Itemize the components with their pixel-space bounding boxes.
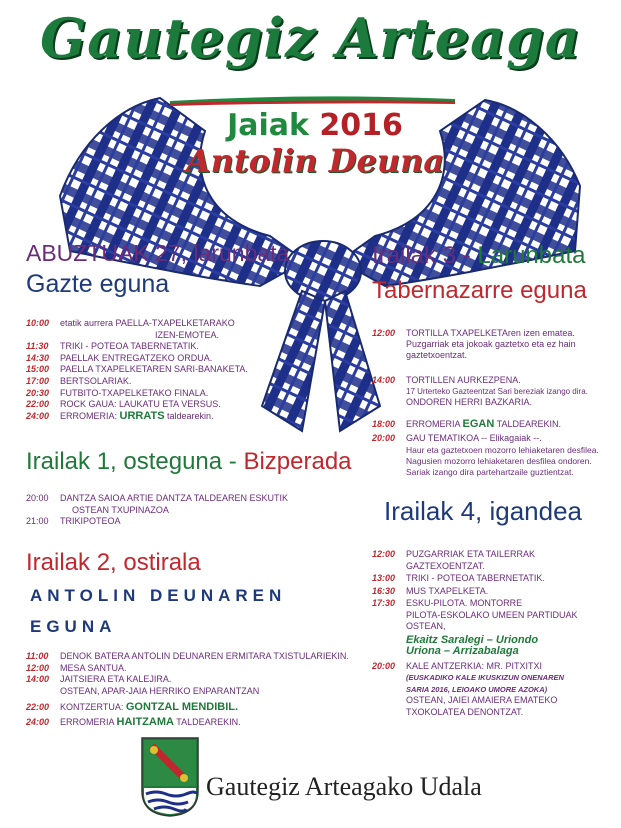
festival-year <box>150 108 480 143</box>
event-time: 12:00 <box>372 549 396 559</box>
event-row <box>372 397 532 409</box>
event-text: TXOKOLATEA DENONTZAT. <box>406 706 524 717</box>
event-time: 17:00 <box>26 376 50 386</box>
event-text: IZEN-EMOTEA. <box>155 329 220 340</box>
event-text: KALE ANTZERKIA: MR. PITXITXI <box>406 660 543 671</box>
event-row <box>372 672 564 684</box>
event-row <box>372 707 523 719</box>
event-text: FUTBITO-TXAPELKETAKO FINALA. <box>60 387 209 398</box>
event-time: 20:00 <box>372 433 396 444</box>
event-text: KONTZERTUA: <box>60 702 126 712</box>
event-row <box>372 646 519 658</box>
event-row <box>372 573 545 585</box>
event-performer: HAITZAMA <box>116 715 174 728</box>
event-time: 10:00 <box>26 318 50 328</box>
event-text: SARIA 2016, LEIOAKO UMORE AZOKA) <box>406 684 548 694</box>
event-text: OSTEAN, JAIEI AMAIERA EMATEKO <box>406 695 558 705</box>
event-time: 20:30 <box>26 387 50 398</box>
sep1-heading <box>26 448 352 476</box>
event-text: MUS TXAPELKETA. <box>406 585 489 596</box>
poster-subtitle: Antolin Deuna <box>185 142 445 180</box>
event-row <box>26 651 349 663</box>
event-row <box>26 493 288 505</box>
event-row <box>372 456 592 468</box>
sep3-weekday: Larunbata <box>477 242 586 269</box>
event-text: PILOTA-ESKOLAKO UMEEN PARTIDUAK <box>406 609 578 620</box>
event-row <box>26 505 169 517</box>
event-row <box>372 621 446 633</box>
sep2-line1: ANTOLIN DEUNAREN <box>30 586 287 605</box>
poster-title: Gautegiz Arteaga <box>40 6 581 70</box>
event-time: 20:00 <box>372 660 396 671</box>
event-time: 12:00 <box>26 662 50 673</box>
sep3-subheading: Tabernazarre eguna <box>372 277 587 304</box>
event-row <box>26 388 208 400</box>
event-row <box>372 350 467 362</box>
event-text: ESKU-PILOTA. MONTORRE <box>406 598 523 608</box>
event-text: Sariak izango dira partehartzaile guztientzat. <box>406 467 574 477</box>
sep2-line2: EGUNA <box>30 617 117 636</box>
event-time: 14:00 <box>26 674 50 684</box>
event-time: 20:00 <box>26 493 49 503</box>
event-row <box>372 419 561 431</box>
event-text-tail: taldearekin. <box>164 410 214 421</box>
jaiak-label: Jaiak <box>227 108 309 143</box>
event-text: OSTEAN, <box>406 621 446 631</box>
event-row <box>26 376 131 388</box>
event-text-tail: TALDEAREKIN. <box>173 716 241 727</box>
event-row <box>26 702 238 714</box>
event-row <box>26 330 219 342</box>
event-text: ERROMERIA: <box>60 410 120 421</box>
event-text: ERROMERIA <box>60 716 117 727</box>
event-time: 16:30 <box>372 585 396 596</box>
event-time: 14:00 <box>372 374 396 385</box>
event-time: 22:00 <box>26 399 50 410</box>
coat-of-arms-icon <box>140 736 200 818</box>
event-time: 24:00 <box>26 716 50 727</box>
event-time: 24:00 <box>26 410 50 421</box>
event-time: 14:30 <box>26 352 50 363</box>
event-text: Puzgarriak eta jokoak gaztetxo eta ez hain <box>406 339 576 350</box>
event-time: 22:00 <box>26 702 50 712</box>
event-row <box>372 339 576 351</box>
event-text: TRIKI - POTEOA TABERNETATIK. <box>60 341 199 352</box>
event-row <box>26 663 127 675</box>
event-text: JAITSIERA ETA KALEJIRA. <box>60 674 172 684</box>
event-text: Ekaitz Saralegi – Uriondo <box>406 633 539 646</box>
event-text: OSTEAN, APAR-JAIA HERRIKO ENPARANTZAN <box>60 685 260 696</box>
flag-stripe <box>170 96 455 106</box>
event-row <box>26 364 248 376</box>
sep1-day: Irailak 1, osteguna - <box>26 448 244 475</box>
event-performer: URRATS <box>119 409 165 422</box>
event-row <box>26 318 235 330</box>
event-row <box>372 610 578 622</box>
event-time: 11:30 <box>26 341 49 352</box>
event-text: Nagusien mozorro lehiaketaren desfilea ondoren. <box>406 455 592 466</box>
event-row <box>372 445 599 457</box>
event-text: DANTZA SAIOA ARTIE DANTZA TALDEAREN ESKUTIK <box>60 493 289 503</box>
event-row <box>26 411 214 423</box>
event-text: TRIKIPOTEOA <box>60 516 121 526</box>
event-row <box>26 353 212 365</box>
event-text: PAELLAK ENTREGATZEKO ORDUA. <box>60 352 213 363</box>
event-row <box>26 516 121 528</box>
event-text: TORTILLA TXAPELKETAren izen ematea. <box>406 328 575 338</box>
event-text-tail: TALDEAREKIN. <box>494 419 561 430</box>
event-text: Haur eta gaztetxoen mozorro lehiaketaren desfilea. <box>406 444 599 455</box>
event-row <box>372 661 542 673</box>
event-row <box>372 598 522 610</box>
event-text: BERTSOLARIAK. <box>60 376 132 386</box>
event-text: 17 Urterteko Gazteentzat Sari bereziak izango dira. <box>406 386 588 396</box>
event-row <box>372 433 542 445</box>
event-performer: EGAN <box>462 418 495 431</box>
event-row <box>372 328 575 340</box>
event-time: 12:00 <box>372 328 396 338</box>
event-text: TORTILLEN AURKEZPENA. <box>406 374 521 385</box>
event-text: PAELLA TXAPELKETAREN SARI-BANAKETA. <box>60 364 248 375</box>
aug27-heading: ABUZTUAK 27, larunbata <box>26 240 290 266</box>
sep1-tag: Bizperada <box>243 448 352 475</box>
event-text: etatik aurrera PAELLA-TXAPELKETARAKO <box>60 318 235 328</box>
event-row <box>372 549 535 561</box>
sep3-day: Irailak 3 - <box>372 242 478 269</box>
event-row <box>26 686 259 698</box>
aug27-subheading: Gazte eguna <box>26 270 170 298</box>
event-row <box>26 674 171 686</box>
event-text: TRIKI - POTEOA TABERNETATIK. <box>406 573 545 583</box>
event-text: DENOK BATERA ANTOLIN DEUNAREN ERMITARA TXISTULARIEKIN. <box>60 651 349 661</box>
event-row <box>372 386 588 398</box>
event-row <box>372 684 547 696</box>
event-time: 17:30 <box>372 598 396 608</box>
event-text: ERROMERIA <box>406 419 463 430</box>
sep3-heading <box>372 242 585 270</box>
event-text: ONDOREN HERRI BAZKARIA. <box>406 397 533 407</box>
event-time: 11:00 <box>26 651 49 661</box>
footer-organization: Gautegiz Arteagako Udala <box>206 772 482 801</box>
event-time: 15:00 <box>26 364 50 375</box>
event-row <box>372 695 557 707</box>
event-text: OSTEAN TXUPINAZOA <box>72 504 169 515</box>
event-text: Uriona – Arrizabalaga <box>406 645 519 657</box>
event-time: 21:00 <box>26 516 49 526</box>
event-text: (EUSKADIKO KALE IKUSKIZUN ONENAREN <box>406 673 564 682</box>
event-text: GAZTEXOENTZAT. <box>406 560 485 571</box>
event-text: PUZGARRIAK ETA TAILERRAK <box>406 549 536 559</box>
event-row <box>26 341 199 353</box>
event-row <box>372 375 521 387</box>
event-text: gaztetxoentzat. <box>406 350 468 361</box>
event-time: 13:00 <box>372 573 396 583</box>
sep2-heading: Irailak 2, ostirala <box>26 549 201 576</box>
event-row <box>26 717 241 729</box>
event-text: ROCK GAUA: LAUKATU ETA VERSUS. <box>60 399 221 410</box>
event-row <box>372 467 574 479</box>
year-label: 2016 <box>319 108 403 143</box>
event-text: MESA SANTUA. <box>60 662 127 673</box>
event-performer: GONTZAL MENDIBIL. <box>125 701 239 713</box>
sep4-heading: Irailak 4, igandea <box>384 496 583 526</box>
event-row <box>372 561 485 573</box>
event-row <box>372 586 488 598</box>
event-text: GAU TEMATIKOA -- Elikagaiak --. <box>406 433 542 444</box>
event-time: 18:00 <box>372 419 396 430</box>
